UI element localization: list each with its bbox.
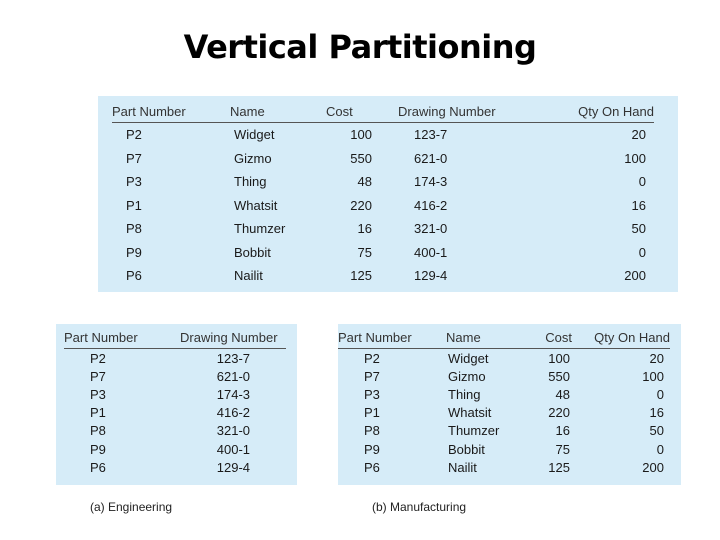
column-header: Drawing Number	[180, 326, 286, 349]
table-cell: 100	[642, 368, 664, 384]
table-cell: P9	[90, 441, 106, 457]
column-header: Cost	[526, 326, 572, 349]
table-cell: Thumzer	[448, 423, 500, 439]
table-row	[64, 404, 286, 422]
table-cell: Bobbit	[234, 244, 271, 260]
table-cell: 129-4	[414, 268, 448, 284]
table-cell: P8	[90, 423, 106, 439]
table-cell: P8	[126, 221, 142, 237]
table-cell: Gizmo	[234, 150, 272, 166]
manufacturing-caption: (b) Manufacturing	[372, 500, 467, 514]
table-cell: P7	[364, 368, 380, 384]
table-cell: P6	[364, 459, 380, 475]
header-row	[112, 100, 654, 123]
table-row	[338, 458, 670, 476]
table-cell: 75	[357, 244, 372, 260]
table-cell: Thumzer	[234, 221, 286, 237]
table-cell: Thing	[234, 174, 267, 190]
engineering-table	[64, 326, 286, 476]
table-cell: 550	[350, 150, 372, 166]
table-cell: 100	[624, 150, 646, 166]
table-cell: Widget	[448, 350, 489, 366]
table-cell: 200	[642, 459, 664, 475]
table-cell: 16	[555, 423, 570, 439]
table-cell: P1	[126, 197, 142, 213]
table-cell: Widget	[234, 127, 275, 143]
table-cell: 0	[638, 244, 646, 260]
engineering-caption: (a) Engineering	[90, 500, 173, 514]
table-cell: P9	[126, 244, 142, 260]
table-cell: 220	[350, 197, 372, 213]
column-header: Qty On Hand	[572, 326, 670, 349]
table-row	[338, 404, 670, 422]
table-cell: 0	[656, 386, 664, 402]
table-cell: Nailit	[448, 459, 477, 475]
page-title: Vertical Partitioning	[183, 28, 537, 66]
table-row	[64, 458, 286, 476]
table-row	[64, 422, 286, 440]
table-row	[338, 367, 670, 385]
table-cell: 129-4	[216, 459, 250, 475]
column-header: Cost	[326, 100, 386, 123]
table-cell: 75	[555, 441, 570, 457]
table-cell: 20	[649, 350, 664, 366]
table-cell: 48	[555, 386, 570, 402]
table-cell: Whatsit	[234, 197, 278, 213]
column-header: Part Number	[112, 100, 230, 123]
table-cell: P1	[364, 405, 380, 421]
column-header: Name	[446, 326, 526, 349]
full-parts-table	[112, 100, 654, 288]
table-cell: 100	[548, 350, 570, 366]
table-cell: 0	[638, 174, 646, 190]
table-row	[112, 147, 654, 171]
table-row	[338, 349, 670, 368]
table-cell: 621-0	[414, 150, 448, 166]
table-cell: 174-3	[414, 174, 448, 190]
header-row	[64, 326, 286, 349]
table-cell: P9	[364, 441, 380, 457]
table-cell: 400-1	[414, 244, 448, 260]
column-header: Part Number	[64, 326, 180, 349]
table-cell: 0	[656, 441, 664, 457]
table-cell: 220	[548, 405, 570, 421]
table-cell: P3	[126, 174, 142, 190]
table-cell: 125	[548, 459, 570, 475]
table-row	[64, 440, 286, 458]
table-cell: 20	[631, 127, 646, 143]
table-row	[112, 170, 654, 194]
table-cell: Whatsit	[448, 405, 492, 421]
table-cell: 50	[631, 221, 646, 237]
table-cell: 400-1	[216, 441, 250, 457]
table-cell: 100	[350, 127, 372, 143]
table-cell: 200	[624, 268, 646, 284]
table-cell: P2	[126, 127, 142, 143]
table-row	[338, 422, 670, 440]
table-cell: 321-0	[216, 423, 250, 439]
table-cell: P7	[90, 368, 106, 384]
table-row	[64, 349, 286, 368]
table-cell: P3	[90, 386, 106, 402]
column-header: Qty On Hand	[550, 100, 654, 123]
header-row	[338, 326, 670, 349]
table-cell: P7	[126, 150, 142, 166]
table-row	[338, 385, 670, 403]
table-cell: 16	[649, 405, 664, 421]
table-cell: P3	[364, 386, 380, 402]
table-cell: 416-2	[216, 405, 250, 421]
table-row	[64, 385, 286, 403]
table-cell: Bobbit	[448, 441, 485, 457]
table-cell: 123-7	[414, 127, 448, 143]
full-parts-table-panel	[98, 96, 678, 292]
column-header: Name	[230, 100, 326, 123]
table-cell: 123-7	[216, 350, 250, 366]
table-cell: 48	[357, 174, 372, 190]
table-cell: Nailit	[234, 268, 263, 284]
table-row	[112, 241, 654, 265]
table-cell: 416-2	[414, 197, 448, 213]
table-cell: P6	[126, 268, 142, 284]
table-cell: P6	[90, 459, 106, 475]
table-cell: 16	[357, 221, 372, 237]
table-row	[112, 123, 654, 147]
table-cell: P2	[90, 350, 106, 366]
engineering-table-panel	[56, 324, 297, 485]
table-cell: P1	[90, 405, 106, 421]
table-cell: 174-3	[216, 386, 250, 402]
manufacturing-table	[338, 326, 670, 476]
table-cell: P2	[364, 350, 380, 366]
table-cell: 125	[350, 268, 372, 284]
column-header: Part Number	[338, 326, 446, 349]
table-row	[112, 217, 654, 241]
column-header: Drawing Number	[386, 100, 550, 123]
table-cell: 321-0	[414, 221, 448, 237]
table-cell: P8	[364, 423, 380, 439]
table-cell: 621-0	[216, 368, 250, 384]
table-row	[112, 264, 654, 288]
table-cell: Thing	[448, 386, 481, 402]
table-row	[64, 367, 286, 385]
table-cell: 50	[649, 423, 664, 439]
table-row	[338, 440, 670, 458]
manufacturing-table-panel	[338, 324, 681, 485]
table-cell: 550	[548, 368, 570, 384]
table-cell: 16	[631, 197, 646, 213]
table-cell: Gizmo	[448, 368, 486, 384]
table-row	[112, 194, 654, 218]
